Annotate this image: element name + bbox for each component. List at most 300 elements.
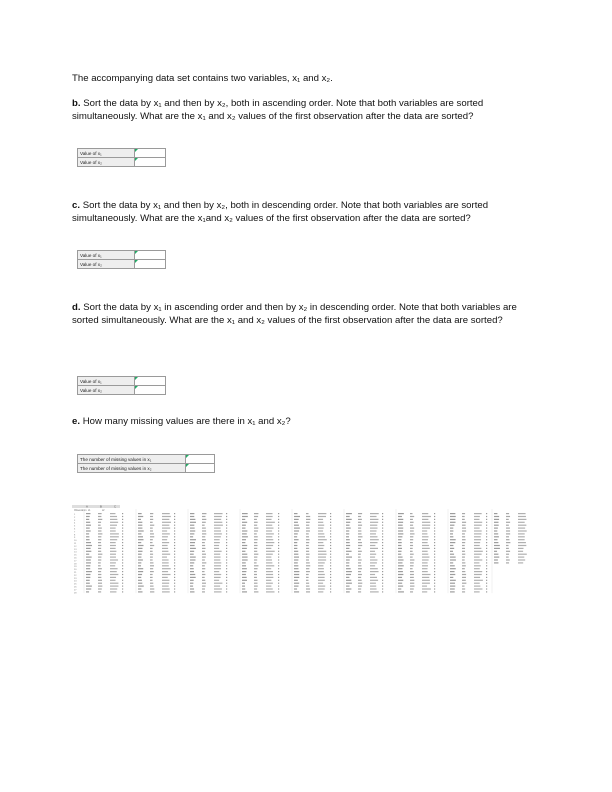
sheet-row-number: 28 <box>74 592 77 595</box>
sheet-cell-mark <box>410 548 413 549</box>
sheet-cell-mark <box>346 551 352 552</box>
sheet-cell-mark <box>358 591 361 592</box>
sheet-cell-mark <box>370 580 378 581</box>
sheet-cell-mark <box>318 528 324 529</box>
part-e-x2-input[interactable] <box>186 464 215 473</box>
sheet-cell-mark <box>306 583 309 584</box>
sheet-cell-mark <box>294 559 298 560</box>
sheet-cell-mark <box>138 519 141 520</box>
sheet-cell-mark <box>174 565 175 566</box>
sheet-cell-mark <box>346 586 350 587</box>
sheet-cell-mark <box>254 591 258 592</box>
sheet-cell-mark <box>110 574 118 575</box>
sheet-cell-mark <box>474 533 481 534</box>
sheet-cell-mark <box>242 522 247 523</box>
sheet-cell-mark <box>110 565 115 566</box>
sheet-cell-mark <box>278 574 279 575</box>
sheet-cell-mark <box>98 519 102 520</box>
sheet-cell-mark <box>190 577 196 578</box>
part-b-x2-input[interactable] <box>135 158 166 167</box>
sheet-cell-mark <box>214 545 219 546</box>
sheet-cell-mark <box>462 545 465 546</box>
sheet-cell-mark <box>346 583 352 584</box>
sheet-cell-mark <box>138 539 143 540</box>
sheet-cell-mark <box>162 516 171 517</box>
sheet-cell-mark <box>162 539 167 540</box>
sheet-cell-mark <box>162 542 169 543</box>
sheet-cell-mark <box>410 522 414 523</box>
sheet-cell-mark <box>506 542 510 543</box>
sheet-cell-mark <box>398 525 403 526</box>
sheet-cell-mark <box>410 519 413 520</box>
sheet-cell-mark <box>98 568 102 569</box>
sheet-cell-mark <box>254 559 257 560</box>
sheet-cell-mark <box>474 586 480 587</box>
sheet-cell-mark <box>162 554 170 555</box>
sheet-cell-mark <box>422 516 431 517</box>
sheet-cell-mark <box>382 528 383 529</box>
sheet-cell-mark <box>98 545 101 546</box>
sheet-cell-mark <box>278 577 279 578</box>
sheet-cell-mark <box>318 545 324 546</box>
sheet-cell-mark <box>318 554 327 555</box>
sheet-cell-mark <box>474 551 483 552</box>
sheet-cell-mark <box>494 533 498 534</box>
sheet-cell-mark <box>450 568 456 569</box>
sheet-cell-mark <box>122 565 123 566</box>
sheet-cell-mark <box>254 565 258 566</box>
sheet-cell-mark <box>450 574 455 575</box>
sheet-cell-mark <box>294 548 297 549</box>
sheet-cell-mark <box>86 542 91 543</box>
sheet-cell-mark <box>98 577 101 578</box>
sheet-cell-mark <box>358 519 362 520</box>
sheet-cell-mark <box>486 519 487 520</box>
sheet-cell-mark <box>150 577 153 578</box>
sheet-cell-mark <box>398 562 403 563</box>
sheet-cell-mark <box>214 551 222 552</box>
sheet-cell-mark <box>98 574 101 575</box>
sheet-row-number: 19 <box>74 566 77 569</box>
sheet-cell-mark <box>330 557 331 558</box>
sheet-cell-mark <box>86 528 90 529</box>
sheet-cell-mark <box>450 536 453 537</box>
sheet-cell-mark <box>110 568 118 569</box>
sheet-cell-mark <box>450 516 456 517</box>
sheet-cell-mark <box>486 562 487 563</box>
sheet-col-label: x2 <box>102 510 105 513</box>
sheet-cell-mark <box>330 513 331 514</box>
sheet-cell-mark <box>86 539 90 540</box>
sheet-cell-mark <box>434 565 435 566</box>
sheet-cell-mark <box>162 525 169 526</box>
sheet-cell-mark <box>174 580 175 581</box>
sheet-cell-mark <box>122 516 123 517</box>
part-d-text: Sort the data by x₁ in ascending order and then by x₂ in descending order. Note that both variables are sorted simultaneously. What are the x₁ and x₂ values of the first observation after the data are sorted? <box>72 302 517 326</box>
sheet-cell-mark <box>162 580 169 581</box>
sheet-cell-mark <box>150 548 153 549</box>
sheet-cell-mark <box>190 516 194 517</box>
sheet-cell-mark <box>122 530 123 531</box>
sheet-cell-mark <box>450 519 455 520</box>
sheet-cell-mark <box>266 571 273 572</box>
sheet-cell-mark <box>86 562 91 563</box>
sheet-cell-mark <box>294 554 298 555</box>
part-d-x2-input[interactable] <box>135 386 166 395</box>
sheet-cell-mark <box>226 591 227 592</box>
sheet-cell-mark <box>138 571 143 572</box>
sheet-cell-mark <box>330 571 331 572</box>
sheet-cell-mark <box>138 588 141 589</box>
sheet-cell-mark <box>330 574 331 575</box>
sheet-cell-mark <box>150 522 153 523</box>
sheet-cell-mark <box>398 551 402 552</box>
sheet-cell-mark <box>278 551 279 552</box>
sheet-cell-mark <box>294 519 299 520</box>
sheet-cell-mark <box>122 528 123 529</box>
sheet-cell-mark <box>174 522 175 523</box>
sheet-cell-mark <box>190 559 195 560</box>
sheet-cell-mark <box>462 519 465 520</box>
sheet-cell-mark <box>474 525 482 526</box>
sheet-cell-mark <box>138 580 142 581</box>
sheet-cell-mark <box>86 588 91 589</box>
sheet-cell-mark <box>506 551 510 552</box>
sheet-cell-mark <box>370 551 375 552</box>
sheet-cell-mark <box>266 536 272 537</box>
sheet-cell-mark <box>306 568 309 569</box>
sheet-cell-mark <box>382 577 383 578</box>
sheet-cell-mark <box>162 565 169 566</box>
part-c-label: c. <box>72 200 81 211</box>
sheet-cell-mark <box>122 536 123 537</box>
sheet-cell-mark <box>162 557 167 558</box>
sheet-cell-mark <box>474 542 480 543</box>
sheet-cell-mark <box>330 530 331 531</box>
sheet-cell-mark <box>358 545 362 546</box>
sheet-cell-mark <box>410 568 413 569</box>
sheet-cell-mark <box>450 530 453 531</box>
sheet-cell-mark <box>294 530 299 531</box>
sheet-cell-mark <box>266 533 274 534</box>
sheet-cell-mark <box>306 559 309 560</box>
sheet-cell-mark <box>242 513 248 514</box>
sheet-cell-mark <box>110 548 116 549</box>
sheet-cell-mark <box>422 580 430 581</box>
sheet-row-number: 16 <box>74 557 77 560</box>
sheet-cell-mark <box>398 588 401 589</box>
sheet-cell-mark <box>474 580 483 581</box>
sheet-cell-mark <box>422 557 429 558</box>
sheet-cell-mark <box>382 536 383 537</box>
sheet-cell-mark <box>330 580 331 581</box>
sheet-cell-mark <box>318 559 326 560</box>
sheet-cell-mark <box>266 539 273 540</box>
sheet-cell-mark <box>278 539 279 540</box>
sheet-row-number: 14 <box>74 551 77 554</box>
sheet-row-number: 13 <box>74 548 77 551</box>
sheet-cell-mark <box>506 559 510 560</box>
sheet-cell-mark <box>382 591 383 592</box>
sheet-cell-mark <box>242 528 245 529</box>
sheet-cell-mark <box>254 548 257 549</box>
sheet-cell-mark <box>190 530 195 531</box>
sheet-cell-mark <box>214 516 222 517</box>
sheet-cell-mark <box>358 525 362 526</box>
sheet-cell-mark <box>474 522 482 523</box>
sheet-cell-mark <box>110 522 118 523</box>
part-c-x1-input[interactable] <box>135 251 166 260</box>
part-e-row1-label: The number of missing values in x₁ <box>78 455 186 464</box>
sheet-cell-mark <box>150 559 153 560</box>
sheet-cell-mark <box>266 530 272 531</box>
sheet-cell-mark <box>486 516 487 517</box>
sheet-cell-mark <box>122 525 123 526</box>
sheet-cell-mark <box>518 525 526 526</box>
sheet-row-number: 15 <box>74 554 77 557</box>
part-b-row2-label: Value of x₂ <box>78 158 135 167</box>
sheet-cell-mark <box>434 577 435 578</box>
sheet-cell-mark <box>278 525 279 526</box>
sheet-cell-mark <box>190 542 195 543</box>
sheet-cell-mark <box>190 588 194 589</box>
sheet-cell-mark <box>174 516 175 517</box>
sheet-cell-mark <box>398 548 402 549</box>
sheet-cell-mark <box>370 533 376 534</box>
sheet-cell-mark <box>202 586 206 587</box>
sheet-cell-mark <box>398 559 404 560</box>
sheet-cell-mark <box>486 583 487 584</box>
sheet-cell-mark <box>318 565 323 566</box>
sheet-cell-mark <box>226 545 227 546</box>
sheet-cell-mark <box>150 536 154 537</box>
sheet-cell-mark <box>346 580 351 581</box>
sheet-cell-mark <box>422 513 428 514</box>
sheet-cell-mark <box>330 551 331 552</box>
sheet-cell-mark <box>358 588 361 589</box>
sheet-cell-mark <box>150 565 154 566</box>
sheet-cell-mark <box>486 522 487 523</box>
sheet-cell-mark <box>370 565 375 566</box>
sheet-cell-mark <box>434 551 435 552</box>
sheet-cell-mark <box>278 583 279 584</box>
sheet-cell-mark <box>190 545 195 546</box>
sheet-cell-mark <box>358 559 362 560</box>
sheet-cell-mark <box>330 591 331 592</box>
sheet-cell-mark <box>434 588 435 589</box>
part-b-x1-input[interactable] <box>135 149 166 158</box>
sheet-cell-mark <box>294 536 297 537</box>
sheet-cell-mark <box>474 559 482 560</box>
sheet-cell-mark <box>266 542 274 543</box>
sheet-cell-mark <box>122 591 123 592</box>
sheet-cell-mark <box>162 522 171 523</box>
sheet-row-number: 26 <box>74 586 77 589</box>
sheet-cell-mark <box>214 559 220 560</box>
sheet-cell-mark <box>86 516 90 517</box>
sheet-cell-mark <box>242 586 245 587</box>
sheet-cell-mark <box>242 588 245 589</box>
sheet-cell-mark <box>462 548 465 549</box>
sheet-cell-mark <box>370 568 378 569</box>
sheet-cell-mark <box>214 522 222 523</box>
sheet-row-number: 18 <box>74 563 77 566</box>
sheet-cell-mark <box>150 516 153 517</box>
sheet-cell-mark <box>358 528 361 529</box>
sheet-cell-mark <box>122 583 123 584</box>
sheet-cell-mark <box>190 536 193 537</box>
sheet-cell-mark <box>486 554 487 555</box>
part-e-answer-table <box>77 454 215 473</box>
sheet-cell-mark <box>306 525 309 526</box>
sheet-cell-mark <box>434 591 435 592</box>
sheet-cell-mark <box>138 548 142 549</box>
sheet-cell-mark <box>346 577 349 578</box>
sheet-cell-mark <box>214 525 223 526</box>
sheet-cell-mark <box>202 522 206 523</box>
sheet-cell-mark <box>98 525 101 526</box>
sheet-cell-mark <box>202 571 205 572</box>
sheet-cell-mark <box>162 577 168 578</box>
sheet-cell-mark <box>278 586 279 587</box>
sheet-cell-mark <box>410 551 413 552</box>
sheet-cell-mark <box>486 525 487 526</box>
sheet-cell-mark <box>278 528 279 529</box>
sheet-cell-mark <box>162 591 170 592</box>
sheet-cell-mark <box>98 586 102 587</box>
sheet-cell-mark <box>422 548 430 549</box>
sheet-cell-mark <box>174 562 175 563</box>
sheet-cell-mark <box>398 522 403 523</box>
sheet-cell-mark <box>398 516 402 517</box>
sheet-cell-mark <box>450 554 454 555</box>
sheet-cell-mark <box>98 557 101 558</box>
sheet-cell-mark <box>202 591 205 592</box>
sheet-cell-mark <box>358 539 361 540</box>
sheet-cell-mark <box>190 574 195 575</box>
sheet-cell-mark <box>110 571 117 572</box>
sheet-cell-mark <box>122 522 123 523</box>
sheet-cell-mark <box>86 533 89 534</box>
sheet-cell-mark <box>450 591 455 592</box>
sheet-cell-mark <box>398 571 403 572</box>
sheet-cell-mark <box>162 530 167 531</box>
sheet-cell-mark <box>410 562 414 563</box>
sheet-cell-mark <box>98 533 102 534</box>
sheet-cell-mark <box>306 528 310 529</box>
sheet-cell-mark <box>150 586 154 587</box>
sheet-cell-mark <box>382 539 383 540</box>
sheet-cell-mark <box>370 577 377 578</box>
sheet-cell-mark <box>266 591 274 592</box>
sheet-cell-mark <box>486 580 487 581</box>
sheet-cell-mark <box>474 545 480 546</box>
sheet-cell-mark <box>202 513 206 514</box>
sheet-cell-mark <box>138 530 144 531</box>
sheet-cell-mark <box>506 516 510 517</box>
sheet-cell-mark <box>358 580 362 581</box>
sheet-cell-mark <box>330 545 331 546</box>
sheet-cell-mark <box>518 548 523 549</box>
sheet-row-number: 5 <box>74 525 76 528</box>
sheet-cell-mark <box>450 588 455 589</box>
sheet-cell-mark <box>294 551 298 552</box>
sheet-cell-mark <box>190 551 194 552</box>
sheet-row-number: 4 <box>74 522 76 525</box>
sheet-cell-mark <box>226 528 227 529</box>
sheet-cell-mark <box>150 525 154 526</box>
sheet-cell-mark <box>462 542 465 543</box>
sheet-cell-mark <box>506 528 510 529</box>
part-e-text: How many missing values are there in x₁ and x₂? <box>82 416 291 427</box>
sheet-cell-mark <box>266 586 271 587</box>
sheet-cell-mark <box>382 580 383 581</box>
sheet-cell-mark <box>202 516 205 517</box>
sheet-cell-mark <box>486 574 487 575</box>
part-c-x2-input[interactable] <box>135 260 166 269</box>
sheet-cell-mark <box>254 586 258 587</box>
sheet-cell-mark <box>382 551 383 552</box>
part-d-x1-input[interactable] <box>135 377 166 386</box>
sheet-cell-mark <box>398 539 401 540</box>
sheet-cell-mark <box>474 539 481 540</box>
sheet-cell-mark <box>474 528 480 529</box>
sheet-cell-mark <box>434 542 435 543</box>
sheet-cell-mark <box>346 571 352 572</box>
sheet-cell-mark <box>226 571 227 572</box>
sheet-cell-mark <box>138 516 143 517</box>
sheet-cell-mark <box>318 519 323 520</box>
sheet-cell-mark <box>370 559 377 560</box>
sheet-cell-mark <box>462 530 466 531</box>
sheet-row-number: 1 <box>74 514 76 516</box>
sheet-cell-mark <box>410 545 413 546</box>
sheet-cell-mark <box>202 568 205 569</box>
sheet-row-number: 7 <box>74 531 76 534</box>
sheet-cell-mark <box>214 536 221 537</box>
sheet-cell-mark <box>358 565 361 566</box>
sheet-cell-mark <box>450 533 453 534</box>
sheet-cell-mark <box>110 516 117 517</box>
sheet-cell-mark <box>162 568 171 569</box>
sheet-cell-mark <box>422 559 429 560</box>
sheet-cell-mark <box>150 571 154 572</box>
sheet-cell-mark <box>382 513 383 514</box>
sheet-cell-mark <box>278 571 279 572</box>
part-e-x1-input[interactable] <box>186 455 215 464</box>
sheet-cell-mark <box>358 530 361 531</box>
sheet-cell-mark <box>474 588 482 589</box>
sheet-cell-mark <box>226 542 227 543</box>
sheet-cell-mark <box>346 562 349 563</box>
sheet-cell-mark <box>450 583 455 584</box>
sheet-cell-mark <box>382 522 383 523</box>
sheet-cell-mark <box>410 591 413 592</box>
sheet-cell-mark <box>86 568 90 569</box>
sheet-cell-mark <box>214 574 221 575</box>
sheet-cell-mark <box>86 565 90 566</box>
sheet-cell-mark <box>330 519 331 520</box>
sheet-cell-mark <box>462 562 465 563</box>
sheet-cell-mark <box>462 583 466 584</box>
sheet-cell-mark <box>138 565 141 566</box>
sheet-cell-mark <box>422 530 427 531</box>
part-e-label: e. <box>72 416 81 427</box>
sheet-cell-mark <box>150 530 153 531</box>
sheet-cell-mark <box>382 525 383 526</box>
sheet-cell-mark <box>450 525 454 526</box>
sheet-cell-mark <box>202 548 206 549</box>
